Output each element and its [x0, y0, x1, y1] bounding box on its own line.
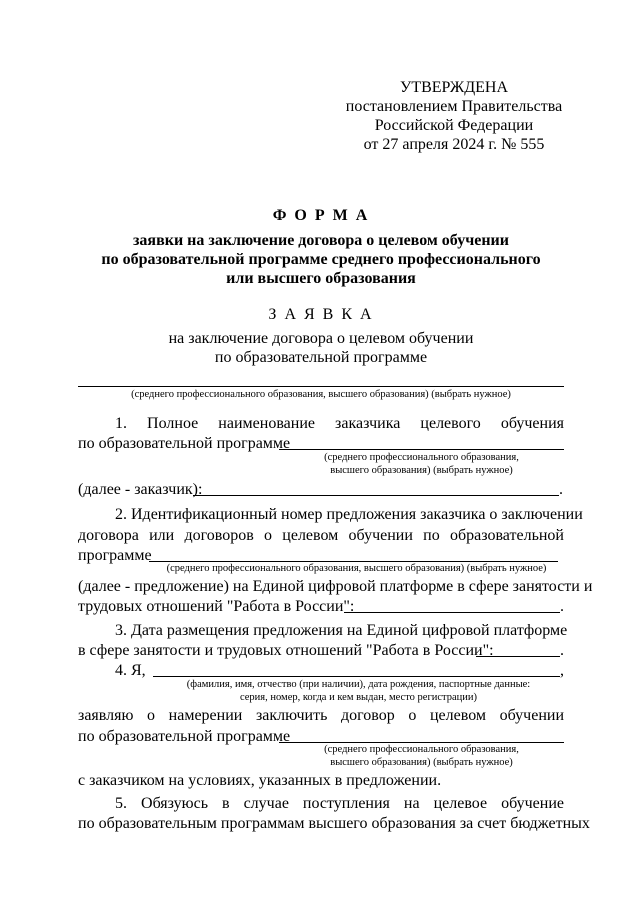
p1-end: .	[559, 481, 563, 498]
p5-line-2: по образовательным программам высшего образования за счет бюджетных	[78, 815, 590, 832]
p5-line-1: 5. Обязуюсь в случае поступления на целевое обучение	[115, 795, 564, 812]
p2-line-4: (далее - предложение) на Единой цифровой платформе в сфере занятости и	[78, 578, 593, 595]
customer-blank[interactable]	[193, 495, 559, 496]
application-subtitle-1: на заключение договора о целевом обучении	[168, 330, 474, 347]
p2-line-2: договора или договоров о целевом обучении по образовательной	[78, 527, 564, 544]
p4-hint-2: серия, номер, когда и кем выдан, место регистрации)	[239, 692, 478, 703]
p4-line-4: с заказчиком на условиях, указанных в предложении.	[78, 772, 442, 789]
p4-line-2: заявляю о намерении заключить договор о целевом обучении	[78, 707, 564, 724]
p1-line-2: по образовательной программе	[78, 435, 291, 452]
form-subtitle-2: по образовательной программе среднего профессионального	[101, 251, 541, 268]
p2-line-5: трудовых отношений "Работа в России":	[78, 598, 355, 615]
approval-line-2: постановлением Правительства	[345, 98, 563, 115]
program-blank-line[interactable]	[78, 386, 564, 387]
approval-line-4: от 27 апреля 2024 г. № 555	[363, 136, 545, 153]
p4-hint-3: (среднего профессионального образования,	[324, 744, 519, 755]
form-title: Ф О Р М А	[272, 207, 370, 224]
p2-hint: (среднего профессионального образования, высшего образования) (выбрать нужное)	[166, 563, 547, 574]
p2-line-3: программе	[78, 547, 152, 564]
p2-end: .	[560, 598, 564, 615]
p4-line-1: 4. Я,	[115, 662, 146, 679]
p1-hint-1: (среднего профессионального образования,	[324, 452, 519, 463]
p4-hint-4: высшего образования) (выбрать нужное)	[330, 757, 513, 768]
application-title: З А Я В К А	[268, 306, 374, 323]
p2-line-1: 2. Идентификационный номер предложения заказчика о заключении	[115, 506, 583, 523]
p1-hint-2: высшего образования) (выбрать нужное)	[330, 465, 513, 476]
offer-number-blank[interactable]	[344, 612, 560, 613]
p1-program-blank[interactable]	[279, 449, 564, 450]
form-subtitle-3: или высшего образования	[226, 270, 416, 287]
posting-date-blank[interactable]	[476, 656, 560, 657]
p3-line-1: 3. Дата размещения предложения на Единой цифровой платформе	[115, 622, 568, 639]
p4-hint-1: (фамилия, имя, отчество (при наличии), дата рождения, паспортные данные:	[186, 679, 531, 690]
application-subtitle-2: по образовательной программе	[214, 349, 428, 366]
program-hint: (среднего профессионального образования, высшего образования) (выбрать нужное)	[131, 389, 511, 400]
form-subtitle-1: заявки на заключение договора о целевом обучении	[133, 232, 509, 249]
p4-line-3: по образовательной программе	[78, 728, 291, 745]
applicant-details-blank[interactable]	[153, 676, 560, 677]
p1-line-1: 1. Полное наименование заказчика целевого обучения	[115, 415, 564, 432]
p1-line-3: (далее - заказчик):	[78, 481, 203, 498]
approval-line-3: Российской Федерации	[374, 117, 534, 134]
p4-end: ,	[560, 662, 564, 679]
p3-line-2: в сфере занятости и трудовых отношений "Работа в России":	[78, 642, 494, 659]
approval-title: УТВЕРЖДЕНА	[399, 79, 508, 96]
approval-block	[345, 78, 563, 154]
p3-end: .	[560, 642, 564, 659]
